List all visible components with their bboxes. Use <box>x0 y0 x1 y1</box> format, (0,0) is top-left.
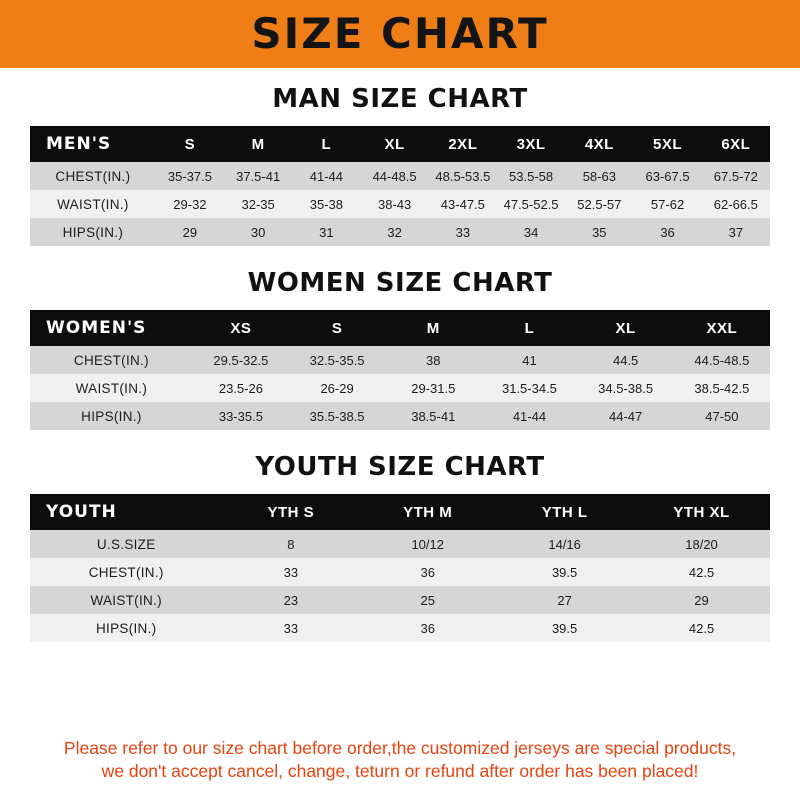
youth-waist-s: 23 <box>283 592 299 608</box>
youth-section-title: YOUTH SIZE CHART <box>255 452 545 482</box>
youth-hips-m: 36 <box>420 620 435 636</box>
men-waist-s: 29-32 <box>173 196 207 212</box>
men-chest-6xl: 67.5-72 <box>713 168 758 184</box>
policy-note-line-2: we don't accept cancel, change, teturn or refund after order has been placed! <box>101 761 699 782</box>
women-hips-xs: 33-35.5 <box>218 408 263 424</box>
men-chest-4xl: 58-63 <box>582 168 616 184</box>
women-waist-xxl: 38.5-42.5 <box>694 380 750 396</box>
women-waist-s: 26-29 <box>320 380 354 396</box>
youth-col-1: YTH S <box>267 503 315 521</box>
women-header-row <box>30 310 770 346</box>
table-row <box>30 190 770 218</box>
youth-row-label-hips: HIPS(IN.) <box>95 620 157 636</box>
women-hips-xl: 44-47 <box>609 408 643 424</box>
men-col-1: S <box>184 135 196 153</box>
youth-row-label-chest: CHEST(IN.) <box>88 564 164 580</box>
header-banner <box>0 0 800 68</box>
youth-chest-xl: 42.5 <box>688 564 715 580</box>
women-table-head <box>30 310 770 346</box>
women-col-1: XS <box>230 319 252 337</box>
youth-ussize-xl: 18/20 <box>685 536 718 552</box>
women-waist-xs: 23.5-26 <box>218 380 263 396</box>
men-chest-3xl: 53.5-58 <box>509 168 554 184</box>
youth-header-row <box>30 494 770 530</box>
youth-chest-l: 39.5 <box>551 564 578 580</box>
youth-waist-xl: 29 <box>694 592 709 608</box>
men-col-3: L <box>321 135 332 153</box>
youth-waist-m: 25 <box>420 592 435 608</box>
men-waist-m: 32-35 <box>241 196 275 212</box>
men-chest-2xl: 48.5-53.5 <box>435 168 491 184</box>
men-hips-l: 31 <box>319 224 334 240</box>
women-chest-m: 38 <box>426 352 441 368</box>
men-hips-2xl: 33 <box>455 224 471 240</box>
men-row-label-chest: CHEST(IN.) <box>55 168 131 184</box>
table-row <box>30 402 770 430</box>
men-waist-5xl: 57-62 <box>650 196 685 212</box>
youth-hips-s: 33 <box>283 620 299 636</box>
women-size-table <box>30 310 770 430</box>
women-row-label-chest: CHEST(IN.) <box>73 352 149 368</box>
men-table-body <box>30 162 770 246</box>
men-col-4: XL <box>384 135 405 153</box>
youth-col-2: YTH M <box>403 503 453 521</box>
women-row-label-waist: WAIST(IN.) <box>75 380 148 396</box>
women-corner-label: WOMEN'S <box>46 318 147 338</box>
table-row <box>30 374 770 402</box>
men-col-6: 3XL <box>516 135 546 153</box>
men-waist-6xl: 62-66.5 <box>713 196 758 212</box>
men-waist-xl: 38-43 <box>377 196 412 212</box>
men-chest-l: 41-44 <box>309 168 343 184</box>
men-hips-6xl: 37 <box>728 224 744 240</box>
men-hips-4xl: 35 <box>592 224 607 240</box>
women-hips-m: 38.5-41 <box>411 408 456 424</box>
women-chest-xs: 29.5-32.5 <box>213 352 269 368</box>
women-row-label-hips: HIPS(IN.) <box>81 408 142 424</box>
women-col-6: XXL <box>706 319 738 337</box>
youth-hips-xl: 42.5 <box>688 620 715 636</box>
youth-table-wrapper <box>0 494 800 642</box>
youth-waist-l: 27 <box>557 592 572 608</box>
youth-chest-s: 33 <box>283 564 299 580</box>
youth-ussize-m: 10/12 <box>411 536 444 552</box>
table-row <box>30 586 770 614</box>
youth-corner-label: YOUTH <box>46 502 117 522</box>
table-row <box>30 614 770 642</box>
women-hips-l: 41-44 <box>512 408 547 424</box>
men-waist-4xl: 52.5-57 <box>577 196 622 212</box>
women-table-wrapper <box>0 310 800 430</box>
youth-table-body <box>30 530 770 642</box>
men-table-head <box>30 126 770 162</box>
men-hips-s: 29 <box>182 224 198 240</box>
women-hips-xxl: 47-50 <box>705 408 739 424</box>
men-corner-label: MEN'S <box>46 134 112 154</box>
youth-col-4: YTH XL <box>673 503 730 521</box>
men-table-wrapper <box>0 126 800 246</box>
women-hips-s: 35.5-38.5 <box>309 408 365 424</box>
youth-row-label-ussize: U.S.SIZE <box>96 536 156 552</box>
page-title: SIZE CHART <box>251 9 549 58</box>
table-row <box>30 218 770 246</box>
men-header-row <box>30 126 770 162</box>
youth-ussize-s: 8 <box>287 536 295 552</box>
youth-table-head <box>30 494 770 530</box>
women-section-title: WOMEN SIZE CHART <box>247 268 553 298</box>
youth-col-3: YTH L <box>541 503 588 521</box>
table-row <box>30 346 770 374</box>
women-col-3: M <box>426 319 440 337</box>
table-row <box>30 558 770 586</box>
youth-hips-l: 39.5 <box>551 620 578 636</box>
youth-chest-m: 36 <box>420 564 435 580</box>
women-col-2: S <box>331 319 343 337</box>
women-chest-xl: 44.5 <box>612 352 639 368</box>
men-hips-m: 30 <box>250 224 266 240</box>
table-row <box>30 530 770 558</box>
women-chest-xxl: 44.5-48.5 <box>694 352 750 368</box>
men-col-9: 6XL <box>721 135 751 153</box>
men-hips-3xl: 34 <box>523 224 539 240</box>
men-waist-l: 35-38 <box>309 196 343 212</box>
men-waist-3xl: 47.5-52.5 <box>503 196 559 212</box>
women-waist-l: 31.5-34.5 <box>501 380 557 396</box>
men-chest-xl: 44-48.5 <box>372 168 417 184</box>
youth-size-table <box>30 494 770 642</box>
women-chest-l: 41 <box>522 352 537 368</box>
men-col-7: 4XL <box>584 135 614 153</box>
men-hips-5xl: 36 <box>660 224 675 240</box>
women-chest-s: 32.5-35.5 <box>309 352 365 368</box>
men-size-table <box>30 126 770 246</box>
men-chest-m: 37.5-41 <box>236 168 281 184</box>
men-col-5: 2XL <box>448 135 478 153</box>
table-row <box>30 162 770 190</box>
policy-note-line-1: Please refer to our size chart before order,the customized jerseys are special products, <box>63 737 737 758</box>
men-row-label-hips: HIPS(IN.) <box>62 224 124 240</box>
men-col-8: 5XL <box>653 135 683 153</box>
women-waist-xl: 34.5-38.5 <box>598 380 654 396</box>
men-chest-5xl: 63-67.5 <box>645 168 690 184</box>
men-section-title: MAN SIZE CHART <box>272 84 528 114</box>
men-col-2: M <box>251 135 265 153</box>
women-col-5: XL <box>615 319 636 337</box>
youth-row-label-waist: WAIST(IN.) <box>90 592 162 608</box>
men-hips-xl: 32 <box>387 224 402 240</box>
men-chest-s: 35-37.5 <box>167 168 212 184</box>
women-col-4: L <box>524 319 535 337</box>
men-row-label-waist: WAIST(IN.) <box>57 196 129 212</box>
women-waist-m: 29-31.5 <box>411 380 456 396</box>
women-table-body <box>30 346 770 430</box>
men-waist-2xl: 43-47.5 <box>440 196 485 212</box>
policy-note <box>0 723 800 800</box>
youth-ussize-l: 14/16 <box>548 536 581 552</box>
